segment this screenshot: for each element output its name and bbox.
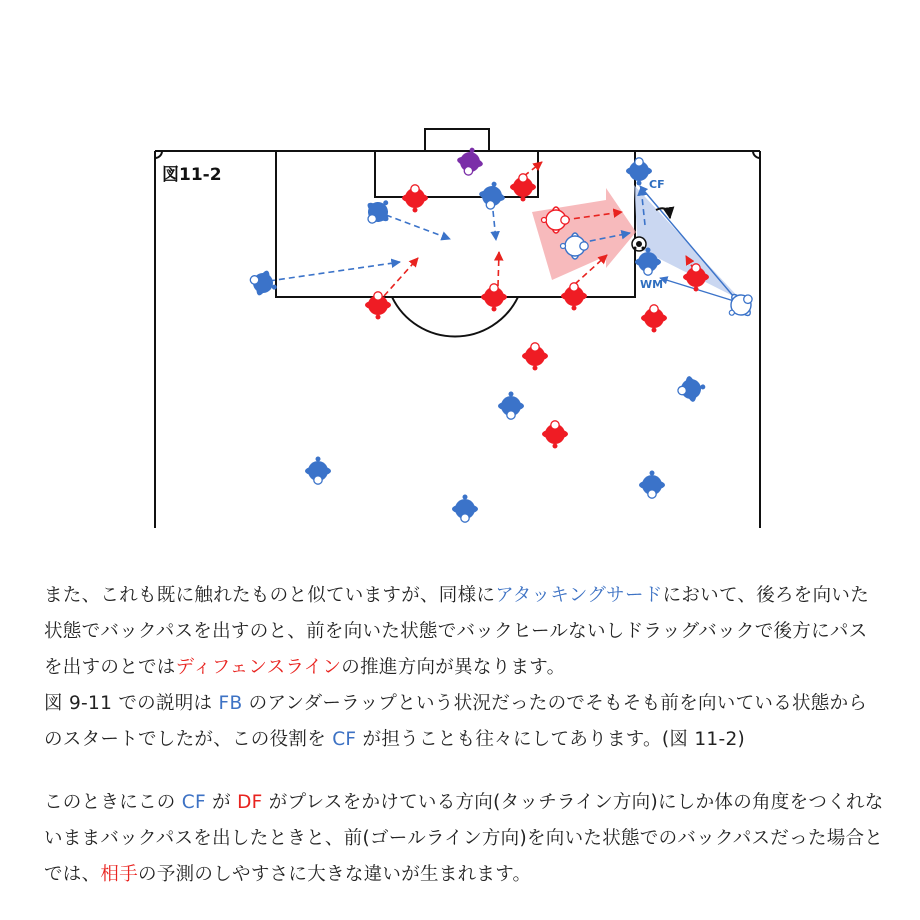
highlight-attacking-third: アタッキングサード — [495, 585, 663, 606]
text: のアンダーラップという状況だったのでそもそも前を向いている状態からのスタートでしたが、この役割を — [44, 693, 868, 750]
pitch-lines — [155, 129, 760, 528]
paragraph-1 — [44, 578, 884, 758]
defender-player — [522, 343, 548, 371]
highlight-fb: FB — [218, 693, 243, 714]
paragraph-2 — [44, 785, 884, 893]
cf-tag: CF — [649, 178, 665, 191]
players — [246, 145, 759, 522]
text: このときにこの — [44, 792, 182, 813]
defender-player — [542, 421, 568, 449]
defender-player — [481, 284, 507, 312]
ball-icon — [632, 237, 646, 251]
figure-label: 図11-2 — [162, 165, 222, 185]
defender-player — [402, 185, 428, 213]
highlight-cf: CF — [332, 729, 357, 750]
highlight-defense-line: ディフェンスライン — [175, 657, 342, 678]
attacker-player — [305, 457, 331, 485]
attacker-player — [676, 374, 708, 404]
defender-player — [365, 292, 391, 320]
highlight-cf: CF — [181, 792, 206, 813]
attacker-player — [452, 495, 478, 523]
text: において、後ろを向いた状態でバックパスを出すのと、前を向いた状態でバックヒールないしドラッグバックで後方にパスを出すのとでは — [44, 585, 869, 678]
text: の推進方向が異なります。 — [341, 657, 566, 678]
wm-tag: WM — [640, 278, 664, 291]
attacker-player — [360, 193, 398, 231]
text: 図 9-11 での説明は — [44, 693, 219, 714]
text: がプレスをかけている方向(タッチライン方向)にしか体の角度をつくれないままバックパスを出したときと、前(ゴールライン方向)を向いた状態でのバックパスだった場合とでは、 — [44, 792, 884, 885]
text: また、これも既に触れたものと似ていますが、同様に — [44, 585, 496, 606]
defender-player — [641, 305, 667, 333]
text: の予測のしやすさに大きな違いが生まれます。 — [138, 864, 532, 885]
text: が — [205, 792, 238, 813]
press-zone — [532, 188, 636, 280]
defender-player — [561, 283, 587, 311]
highlight-opponent: 相手 — [100, 864, 139, 885]
attacker-player — [639, 471, 665, 499]
attacker-player — [477, 179, 507, 211]
highlight-df: DF — [237, 792, 263, 813]
text: が担うことも往々にしてあります。(図 11-2) — [356, 729, 746, 750]
goal — [425, 129, 489, 151]
attacker-player — [498, 392, 524, 420]
